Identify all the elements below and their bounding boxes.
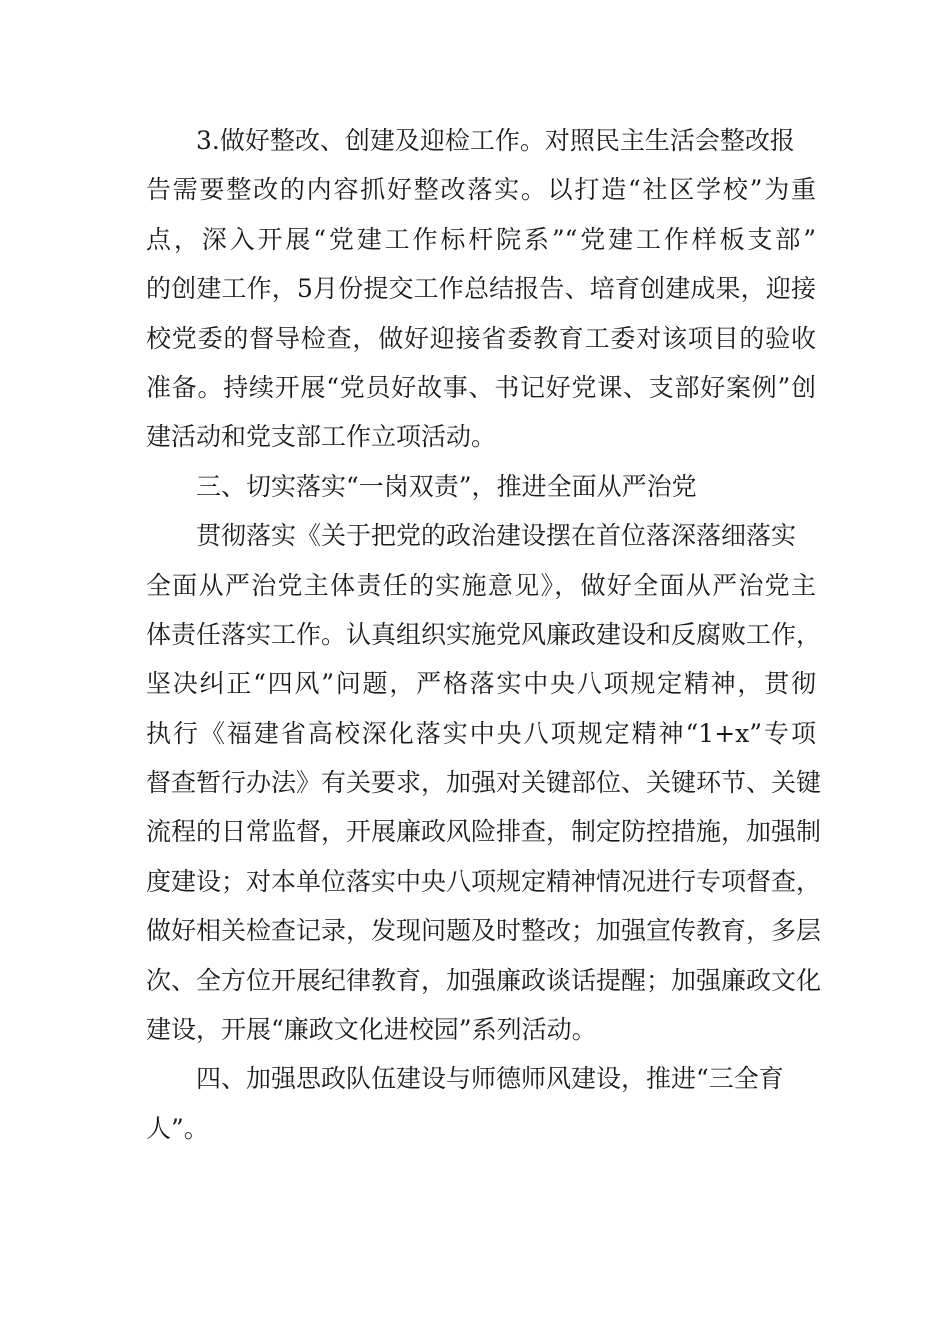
text-line: 次、全方位开展纪律教育，加强廉政谈话提醒；加强廉政文化: [146, 965, 822, 995]
text-line: 的创建工作，5月份提交工作总结报告、培育创建成果，迎接: [146, 274, 816, 304]
text-line: 贯彻落实《关于把党的政治建设摆在首位落深落细落实: [196, 521, 797, 551]
text-line: 告需要整改的内容抓好整改落实。以打造“社区学校”为重: [146, 175, 816, 205]
text-line: 做好相关检查记录，发现问题及时整改；加强宣传教育，多层: [146, 916, 822, 946]
text-line: 3.做好整改、创建及迎检工作。对照民主生活会整改报: [196, 126, 795, 155]
text-line: 体责任落实工作。认真组织实施党风廉政建设和反腐败工作，: [146, 619, 822, 649]
text-line: 流程的日常监督，开展廉政风险排查，制定防控措施，加强制: [146, 817, 822, 847]
text-line: 人”。: [146, 1113, 209, 1143]
text-line: 建活动和党支部工作立项活动。: [146, 422, 497, 452]
text-line: 督查暂行办法》有关要求，加强对关键部位、关键环节、关键: [146, 768, 822, 798]
text-line: 点，深入开展“党建工作标杆院系”“党建工作样板支部”: [146, 224, 816, 254]
text-line: 校党委的督导检查，做好迎接省委教育工委对该项目的验收: [146, 323, 816, 353]
text-line: 执行《福建省高校深化落实中央八项规定精神“1+x”专项: [146, 718, 816, 748]
section-heading: 四、加强思政队伍建设与师德师风建设，推进“三全育: [196, 1064, 784, 1094]
document-body: [146, 116, 822, 1153]
section-heading: 三、切实落实“一岗双责”，推进全面从严治党: [196, 471, 697, 501]
text-line: 度建设；对本单位落实中央八项规定精神情况进行专项督查，: [146, 866, 822, 896]
text-line: 坚决纠正“四风”问题，严格落实中央八项规定精神，贯彻: [146, 669, 816, 699]
text-line: 建设，开展“廉政文化进校园”系列活动。: [146, 1015, 597, 1045]
text-line: 准备。持续开展“党员好故事、书记好党课、支部好案例”创: [146, 372, 816, 402]
text-line: 全面从严治党主体责任的实施意见》，做好全面从严治党主: [146, 570, 816, 600]
